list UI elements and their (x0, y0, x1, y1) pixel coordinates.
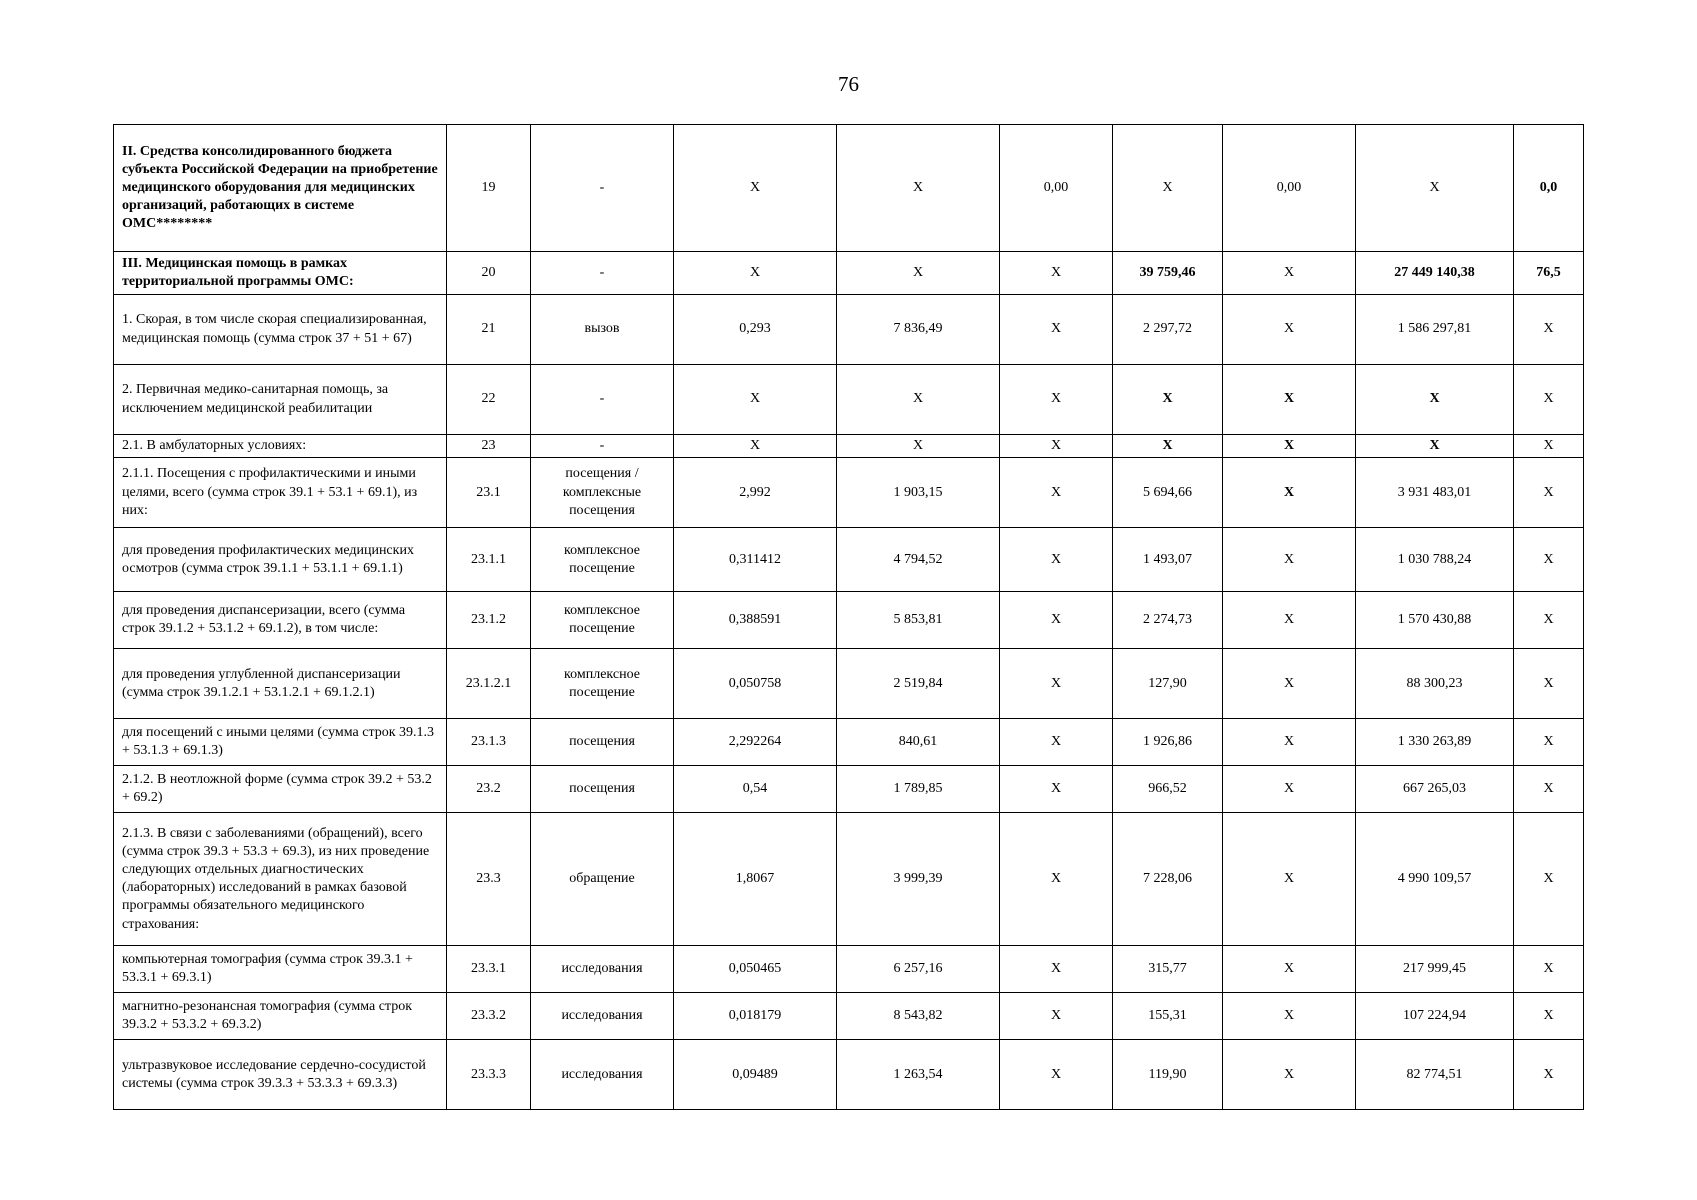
cell-row-name: магнитно-резонансная томография (сумма строк 39.3.2 + 53.3.2 + 69.3.2) (114, 993, 447, 1040)
cell-per-capita-budget: X (1000, 365, 1113, 435)
cell-share-percent: 0,0 (1514, 125, 1584, 252)
table-row (114, 649, 1584, 719)
cell-normative-cost: X (837, 435, 1000, 458)
cell-row-name: для проведения диспансеризации, всего (сумма строк 39.1.2 + 53.1.2 + 69.1.2), в том числе: (114, 592, 447, 649)
cell-per-capita-budget: X (1000, 993, 1113, 1040)
cell-share-percent: X (1514, 649, 1584, 719)
cell-normative-volume: 0,018179 (674, 993, 837, 1040)
cell-total-cost-oms: 88 300,23 (1356, 649, 1514, 719)
cell-per-capita-oms: 2 297,72 (1113, 295, 1223, 365)
cell-total-cost-oms: 107 224,94 (1356, 993, 1514, 1040)
cell-normative-cost: 7 836,49 (837, 295, 1000, 365)
cell-line-number: 23.1.2 (447, 592, 531, 649)
cell-per-capita-oms: 127,90 (1113, 649, 1223, 719)
table-row (114, 365, 1584, 435)
cell-share-percent: X (1514, 592, 1584, 649)
cell-unit-of-measure: комплексное посещение (531, 649, 674, 719)
cell-share-percent: X (1514, 458, 1584, 528)
cell-per-capita-budget: X (1000, 295, 1113, 365)
cell-total-cost-oms: 27 449 140,38 (1356, 252, 1514, 295)
cell-normative-volume: 0,050465 (674, 946, 837, 993)
cell-row-name: 2.1.3. В связи с заболеваниями (обращений), всего (сумма строк 39.3 + 53.3 + 69.3), из них проведение следующих отдельных диагностических (лабораторных) исследований в рамках базовой программы обязательного медицинского страхования: (114, 813, 447, 946)
cell-unit-of-measure: - (531, 252, 674, 295)
cell-line-number: 20 (447, 252, 531, 295)
cell-row-name: для проведения углубленной диспансеризации (сумма строк 39.1.2.1 + 53.1.2.1 + 69.1.2.1) (114, 649, 447, 719)
cell-normative-cost: 6 257,16 (837, 946, 1000, 993)
cell-normative-cost: 3 999,39 (837, 813, 1000, 946)
table-row (114, 295, 1584, 365)
cell-total-cost-budget: X (1223, 252, 1356, 295)
cell-normative-cost: 1 903,15 (837, 458, 1000, 528)
cell-line-number: 21 (447, 295, 531, 365)
table-row (114, 719, 1584, 766)
cell-row-name: 2.1.1. Посещения с профилактическими и иными целями, всего (сумма строк 39.1 + 53.1 + 69.1), из них: (114, 458, 447, 528)
cell-normative-volume: 2,292264 (674, 719, 837, 766)
cell-row-name: 1. Скорая, в том числе скорая специализированная, медицинская помощь (сумма строк 37 + 51 + 67) (114, 295, 447, 365)
cell-normative-cost: X (837, 125, 1000, 252)
cell-share-percent: X (1514, 435, 1584, 458)
cell-total-cost-oms: 1 330 263,89 (1356, 719, 1514, 766)
cell-line-number: 23.3.2 (447, 993, 531, 1040)
cell-normative-volume: 0,09489 (674, 1040, 837, 1110)
cell-total-cost-budget: X (1223, 766, 1356, 813)
cell-total-cost-budget: X (1223, 719, 1356, 766)
cell-total-cost-budget: X (1223, 592, 1356, 649)
cell-per-capita-budget: X (1000, 649, 1113, 719)
table-row (114, 993, 1584, 1040)
cell-per-capita-oms: 315,77 (1113, 946, 1223, 993)
cell-normative-cost: 2 519,84 (837, 649, 1000, 719)
cell-unit-of-measure: комплексное посещение (531, 528, 674, 592)
cell-total-cost-budget: X (1223, 365, 1356, 435)
cell-total-cost-budget: X (1223, 1040, 1356, 1110)
cell-total-cost-oms: 4 990 109,57 (1356, 813, 1514, 946)
cell-line-number: 23.3 (447, 813, 531, 946)
cell-line-number: 23.2 (447, 766, 531, 813)
cell-total-cost-budget: X (1223, 528, 1356, 592)
cell-normative-volume: 0,050758 (674, 649, 837, 719)
cell-total-cost-oms: 1 586 297,81 (1356, 295, 1514, 365)
table-row (114, 813, 1584, 946)
cell-per-capita-oms: X (1113, 435, 1223, 458)
cell-per-capita-budget: X (1000, 435, 1113, 458)
cell-line-number: 22 (447, 365, 531, 435)
cell-normative-cost: X (837, 252, 1000, 295)
cell-row-name: ультразвуковое исследование сердечно-сосудистой системы (сумма строк 39.3.3 + 53.3.3 + 69.3.3) (114, 1040, 447, 1110)
cell-total-cost-budget: X (1223, 295, 1356, 365)
cell-per-capita-budget: X (1000, 458, 1113, 528)
cell-normative-cost: 1 263,54 (837, 1040, 1000, 1110)
cell-unit-of-measure: исследования (531, 1040, 674, 1110)
cell-per-capita-oms: 7 228,06 (1113, 813, 1223, 946)
cell-line-number: 23.3.1 (447, 946, 531, 993)
cell-total-cost-budget: X (1223, 946, 1356, 993)
cell-line-number: 23.1 (447, 458, 531, 528)
cell-total-cost-budget: X (1223, 458, 1356, 528)
cell-share-percent: X (1514, 528, 1584, 592)
cell-row-name: III. Медицинская помощь в рамках территориальной программы ОМС: (114, 252, 447, 295)
cell-per-capita-budget: X (1000, 528, 1113, 592)
cell-normative-volume: 0,388591 (674, 592, 837, 649)
cell-per-capita-budget: X (1000, 813, 1113, 946)
cell-line-number: 23.1.2.1 (447, 649, 531, 719)
cell-per-capita-budget: X (1000, 252, 1113, 295)
cell-normative-volume: 1,8067 (674, 813, 837, 946)
cell-total-cost-budget: X (1223, 649, 1356, 719)
table-row (114, 766, 1584, 813)
cell-unit-of-measure: исследования (531, 946, 674, 993)
cell-per-capita-budget: X (1000, 1040, 1113, 1110)
cell-share-percent: X (1514, 365, 1584, 435)
cell-line-number: 23.1.3 (447, 719, 531, 766)
cell-total-cost-oms: 217 999,45 (1356, 946, 1514, 993)
cell-per-capita-budget: X (1000, 719, 1113, 766)
cell-share-percent: X (1514, 946, 1584, 993)
cell-total-cost-budget: 0,00 (1223, 125, 1356, 252)
cell-unit-of-measure: вызов (531, 295, 674, 365)
cell-row-name: для проведения профилактических медицинских осмотров (сумма строк 39.1.1 + 53.1.1 + 69.1.1) (114, 528, 447, 592)
cell-total-cost-budget: X (1223, 813, 1356, 946)
cell-unit-of-measure: обращение (531, 813, 674, 946)
cell-normative-volume: 0,54 (674, 766, 837, 813)
cell-total-cost-oms: 1 030 788,24 (1356, 528, 1514, 592)
table-row (114, 1040, 1584, 1110)
cell-normative-volume: 0,293 (674, 295, 837, 365)
cell-unit-of-measure: комплексное посещение (531, 592, 674, 649)
cell-row-name: II. Средства консолидированного бюджета субъекта Российской Федерации на приобретение медицинского оборудования для медицинских организаций, работающих в системе ОМС******** (114, 125, 447, 252)
cell-per-capita-budget: X (1000, 592, 1113, 649)
cell-per-capita-oms: 119,90 (1113, 1040, 1223, 1110)
cell-normative-volume: X (674, 365, 837, 435)
cell-unit-of-measure: - (531, 125, 674, 252)
financing-table (113, 124, 1584, 1110)
cell-share-percent: X (1514, 1040, 1584, 1110)
table-row (114, 592, 1584, 649)
cell-per-capita-oms: 966,52 (1113, 766, 1223, 813)
cell-share-percent: X (1514, 813, 1584, 946)
table-row (114, 946, 1584, 993)
cell-normative-cost: 1 789,85 (837, 766, 1000, 813)
cell-per-capita-oms: X (1113, 125, 1223, 252)
cell-total-cost-oms: 667 265,03 (1356, 766, 1514, 813)
cell-per-capita-oms: X (1113, 365, 1223, 435)
cell-total-cost-oms: 1 570 430,88 (1356, 592, 1514, 649)
table-row (114, 435, 1584, 458)
cell-unit-of-measure: посещения (531, 719, 674, 766)
page-number: 76 (838, 72, 859, 96)
cell-total-cost-oms: X (1356, 125, 1514, 252)
cell-total-cost-budget: X (1223, 435, 1356, 458)
cell-normative-volume: X (674, 125, 837, 252)
cell-total-cost-oms: 3 931 483,01 (1356, 458, 1514, 528)
cell-per-capita-oms: 5 694,66 (1113, 458, 1223, 528)
cell-unit-of-measure: посещения (531, 766, 674, 813)
cell-normative-volume: 2,992 (674, 458, 837, 528)
table-row (114, 125, 1584, 252)
table-row (114, 252, 1584, 295)
table-row (114, 458, 1584, 528)
table-body (114, 125, 1584, 1110)
cell-normative-cost: 8 543,82 (837, 993, 1000, 1040)
cell-line-number: 23.1.1 (447, 528, 531, 592)
cell-per-capita-budget: 0,00 (1000, 125, 1113, 252)
cell-share-percent: X (1514, 719, 1584, 766)
cell-per-capita-oms: 1 926,86 (1113, 719, 1223, 766)
cell-total-cost-budget: X (1223, 993, 1356, 1040)
cell-total-cost-oms: X (1356, 435, 1514, 458)
cell-share-percent: 76,5 (1514, 252, 1584, 295)
cell-normative-volume: X (674, 252, 837, 295)
cell-unit-of-measure: исследования (531, 993, 674, 1040)
cell-per-capita-budget: X (1000, 946, 1113, 993)
cell-normative-cost: 5 853,81 (837, 592, 1000, 649)
cell-line-number: 19 (447, 125, 531, 252)
cell-normative-volume: X (674, 435, 837, 458)
cell-normative-cost: X (837, 365, 1000, 435)
cell-unit-of-measure: посещения / комплексные посещения (531, 458, 674, 528)
cell-unit-of-measure: - (531, 365, 674, 435)
cell-row-name: компьютерная томография (сумма строк 39.3.1 + 53.3.1 + 69.3.1) (114, 946, 447, 993)
cell-normative-cost: 840,61 (837, 719, 1000, 766)
cell-line-number: 23 (447, 435, 531, 458)
cell-unit-of-measure: - (531, 435, 674, 458)
cell-total-cost-oms: 82 774,51 (1356, 1040, 1514, 1110)
cell-share-percent: X (1514, 295, 1584, 365)
cell-per-capita-budget: X (1000, 766, 1113, 813)
cell-share-percent: X (1514, 766, 1584, 813)
cell-row-name: 2. Первичная медико-санитарная помощь, за исключением медицинской реабилитации (114, 365, 447, 435)
cell-normative-volume: 0,311412 (674, 528, 837, 592)
cell-per-capita-oms: 155,31 (1113, 993, 1223, 1040)
cell-per-capita-oms: 1 493,07 (1113, 528, 1223, 592)
cell-per-capita-oms: 2 274,73 (1113, 592, 1223, 649)
cell-row-name: 2.1. В амбулаторных условиях: (114, 435, 447, 458)
cell-share-percent: X (1514, 993, 1584, 1040)
cell-per-capita-oms: 39 759,46 (1113, 252, 1223, 295)
cell-row-name: для посещений с иными целями (сумма строк 39.1.3 + 53.1.3 + 69.1.3) (114, 719, 447, 766)
table-row (114, 528, 1584, 592)
cell-normative-cost: 4 794,52 (837, 528, 1000, 592)
cell-line-number: 23.3.3 (447, 1040, 531, 1110)
cell-total-cost-oms: X (1356, 365, 1514, 435)
cell-row-name: 2.1.2. В неотложной форме (сумма строк 39.2 + 53.2 + 69.2) (114, 766, 447, 813)
